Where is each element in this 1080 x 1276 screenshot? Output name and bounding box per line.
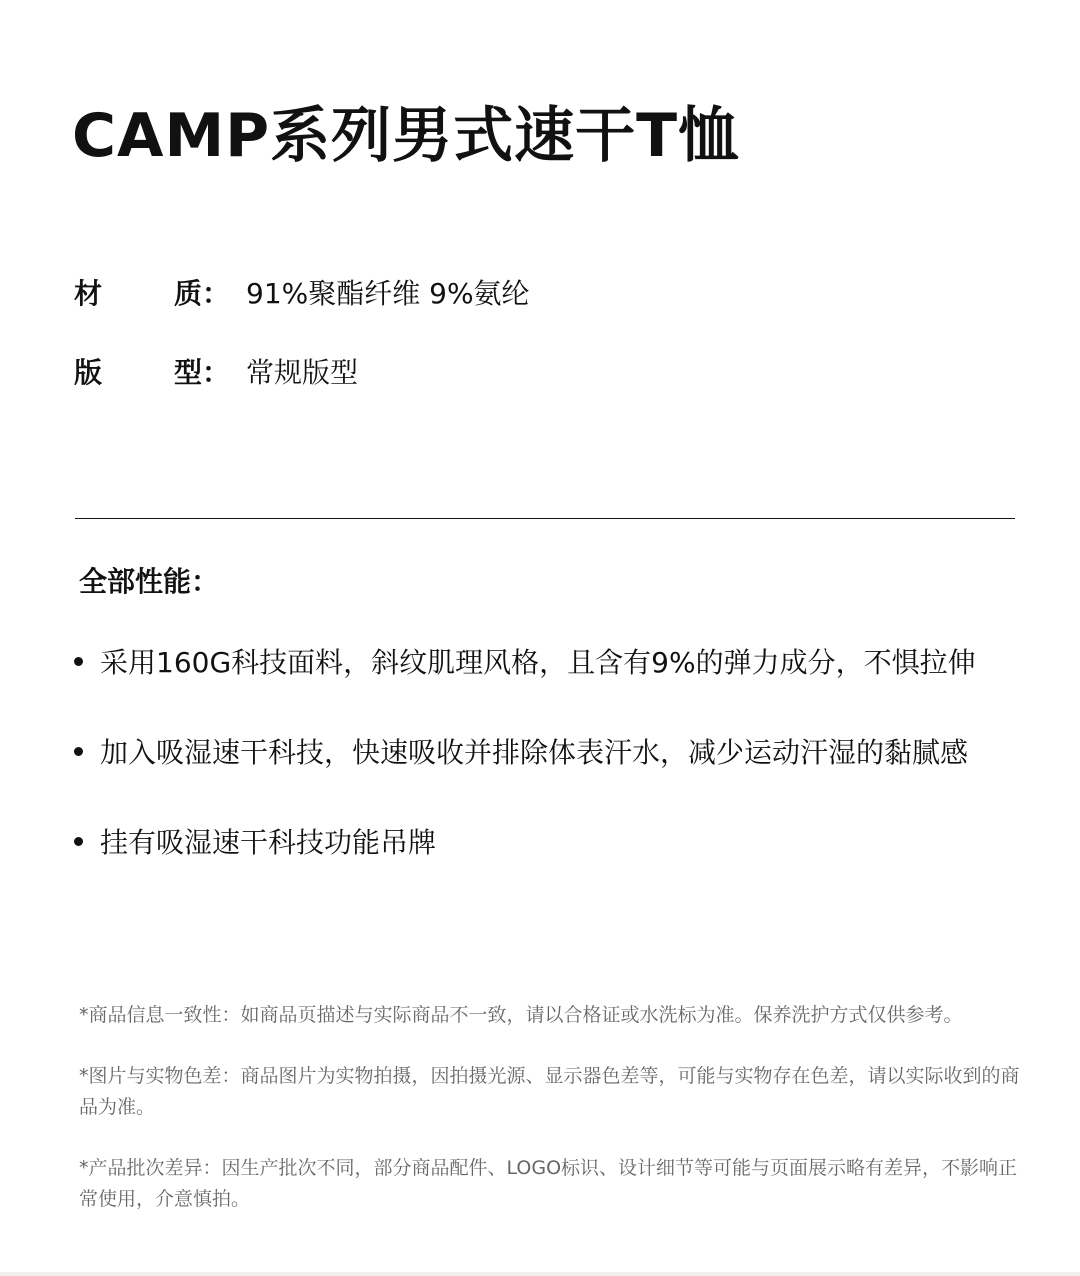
note-consistency: *商品信息一致性：如商品页描述与实际商品不一致，请以合格证或水洗标为准。保养洗护方式仅供参考。 — [79, 1004, 963, 1026]
spec-label-char: 质： — [174, 277, 231, 310]
bottom-edge — [0, 1272, 1080, 1276]
feature-item — [72, 820, 1022, 865]
bullet-icon — [74, 837, 83, 846]
spec-label-char: 型： — [174, 356, 231, 389]
performance-heading: 全部性能： — [79, 565, 220, 598]
spec-row-fit — [74, 351, 358, 391]
bullet-icon — [74, 657, 83, 666]
spec-label-material — [74, 272, 246, 312]
feature-item — [72, 730, 1022, 775]
spec-value-fit: 常规版型 — [246, 356, 359, 389]
product-title: CAMP系列男式速干T恤 — [72, 101, 740, 171]
feature-text: 挂有吸湿速干科技功能吊牌 — [100, 826, 437, 859]
disclaimer-notes — [79, 1000, 1029, 1245]
spec-label-fit — [74, 351, 246, 391]
spec-label-char: 版 — [74, 356, 103, 389]
bullet-icon — [74, 747, 83, 756]
section-divider — [75, 518, 1015, 519]
note-batch-difference: *产品批次差异：因生产批次不同，部分商品配件、LOGO标识、设计细节等可能与页面展示略有差异，不影响正常使用，介意慎拍。 — [79, 1157, 1018, 1210]
note-color-difference: *图片与实物色差：商品图片为实物拍摄，因拍摄光源、显示器色差等，可能与实物存在色差，请以实际收到的商品为准。 — [79, 1065, 1020, 1118]
spec-value-material: 91%聚酯纤维 9%氨纶 — [246, 277, 530, 310]
feature-item — [72, 640, 1022, 685]
spec-row-material — [74, 272, 530, 312]
feature-text: 加入吸湿速干科技，快速吸收并排除体表汗水，减少运动汗湿的黏腻感 — [100, 736, 969, 769]
spec-label-char: 材 — [74, 277, 103, 310]
feature-text: 采用160G科技面料，斜纹肌理风格，且含有9%的弹力成分，不惧拉伸 — [100, 646, 976, 679]
feature-list — [72, 640, 1022, 910]
